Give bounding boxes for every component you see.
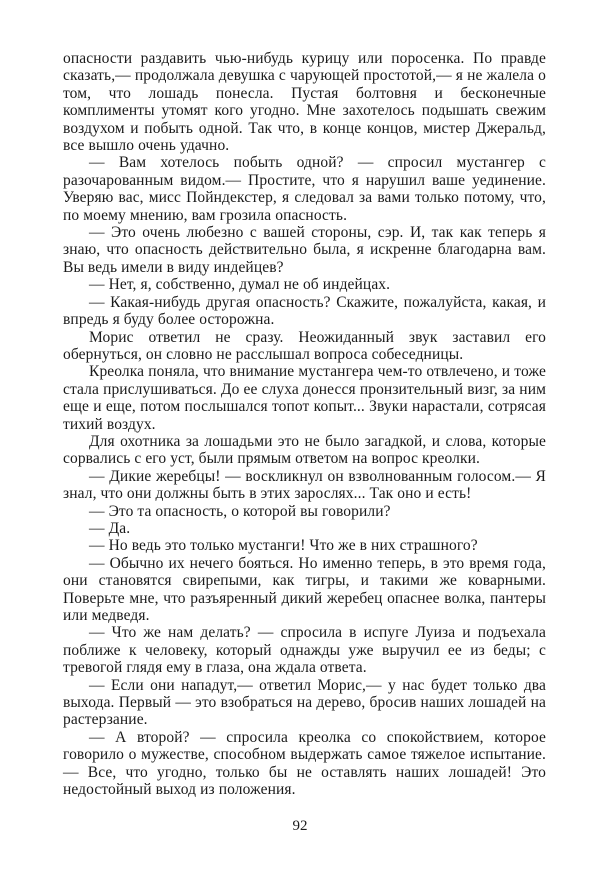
paragraph-4: — Нет, я, собственно, думал не об индейцах. [89,276,391,294]
paragraph-13: — Обычно их нечего бояться. Но именно теперь, в это время года, они становятся свирепыми, как тигры, и такими же коварными. Поверьте мне, что разъяренный дикий жеребец опаснее волка, пантеры или медведя. [63,554,546,624]
text-block [63,50,546,798]
paragraph-2: — Вам хотелось побыть одной? — спросил мустангер с разочарованным видом.— Простите, что я нарушил ваше уединение. Уверяю вас, мисс Пойндекстер, я следовал за вами только потому, что, по моему мнению, вам грозила опасность. [63,154,546,224]
paragraph-15: — Если они нападут,— ответил Морис,— у нас будет только два выхода. Первый — это взобраться на дерево, бросив наших лошадей на растерзание. [63,676,546,729]
paragraph-3: — Это очень любезно с вашей стороны, сэр. И, так как теперь я знаю, что опасность действительно была, я искренне благодарна вам. Вы ведь имели в виду индейцев? [63,224,546,276]
paragraph-14: — Что же нам делать? — спросила в испуге Луиза и подъехала поближе к человеку, который однажды уже выручил ее из беды; с тревогой глядя ему в глаза, она ждала ответа. [63,624,546,677]
paragraph-1: опасности раздавить чью-нибудь курицу или поросенка. По правде сказать,— продолжала девушка с чарующей простотой,— я не жалела о том, что лошадь понесла. Пустая болтовня и бесконечные комплименты утомят кого угодно. Мне захотелось подышать свежим воздухом и побыть одной. Так что, в конце концов, мистер Джеральд, все вышло очень удачно. [63,50,546,155]
page-body [63,50,546,798]
paragraph-11: — Да. [89,519,131,537]
paragraph-7: Креолка поняла, что внимание мустангера чем-то отвлечено, и тоже стала прислушиваться. До ее слуха донесся пронзительный визг, за ним еще и еще, потом послышался топот копыт... Звуки нарастали, сотрясая тихий воздух. [63,363,546,433]
paragraph-9: — Дикие жеребцы! — воскликнул он взволнованным голосом.— Я знал, что они должны быть в этих зарослях... Так оно и есть! [63,467,546,503]
paragraph-5: — Какая-нибудь другая опасность? Скажите, пожалуйста, какая, и впредь я буду более осторожна. [63,293,546,329]
paragraph-10: — Это та опасность, о которой вы говорили? [89,502,391,520]
paragraph-16: — А второй? — спросила креолка со спокойствием, которое говорило о мужестве, способном выдержать самое тяжелое испытание.— Все, что угодно, только бы не оставлять наших лошадей! Это недостойный выход из положения. [63,728,546,799]
page-number: 92 [292,818,308,834]
paragraph-6: Морис ответил не сразу. Неожиданный звук заставил его обернуться, он словно не расслышал вопроса собеседницы. [63,328,546,363]
paragraph-8: Для охотника за лошадьми это не было загадкой, и слова, которые сорвались с его уст, были прямым ответом на вопрос креолки. [63,432,546,468]
paragraph-12: — Но ведь это только мустанги! Что же в них страшного? [89,537,478,555]
